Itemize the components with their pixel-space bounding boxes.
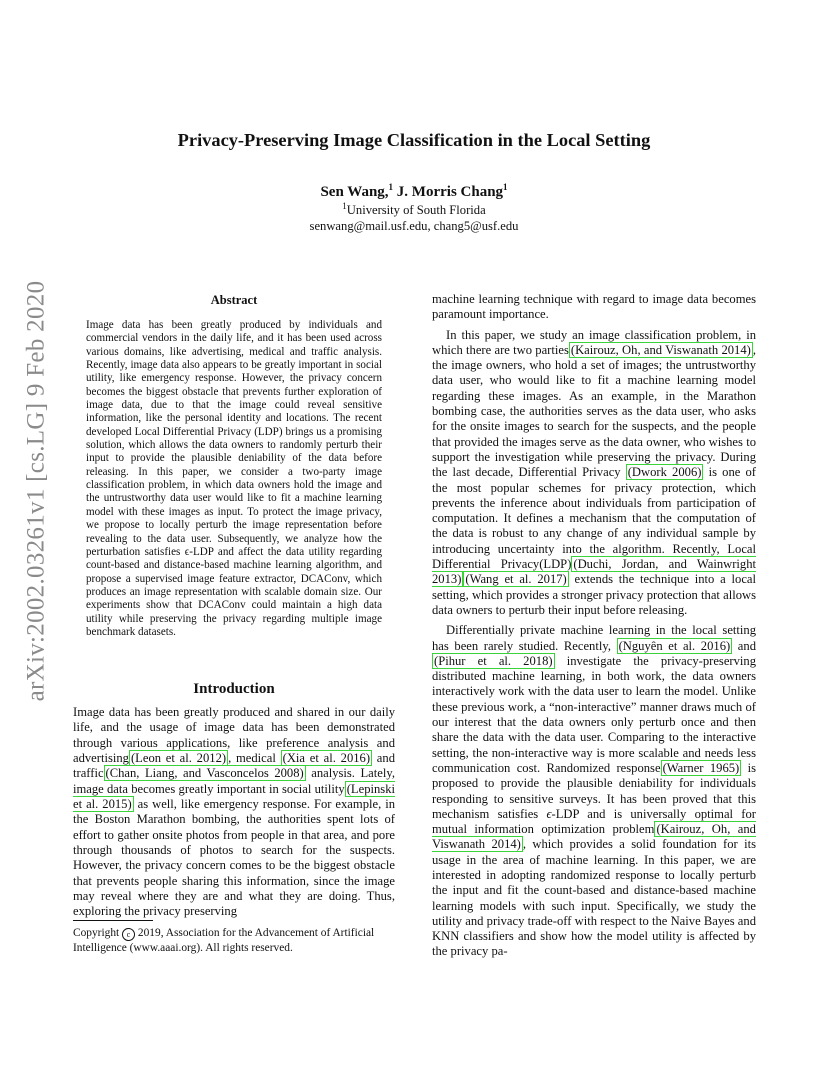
body-text: -LDP and is universally optimal for mutual information optimization problem bbox=[432, 806, 756, 837]
abstract-body: Image data has been greatly produced by individuals and commercial vendors in the daily life, and it has been used across various domains, like advertising, medical and traffic analysis. Recently, image data also appears to be greatly important in social utility, like emergency response. However, the privacy concern becomes the biggest obstacle that prevents further exploration of image data, due to that the image could reveal sensitive information, like the personal identity and locations. The recent developed Local Differential Privacy (LDP) brings us a promising solution, which allows the data owners to randomly perturb their input to provide the plausible deniability of the data before releasing. In this paper, we consider a two-party image classification problem, in which data owners hold the image and the untrustworthy data user would like to fit a machine learning model with these images as input. To protect the image privacy, we propose to locally perturb the image representation before revealing to the data user. Subsequently, we analyze how the perturbation satisfies ϵ-LDP and affect the data utility regarding count-based and distance-based machine learning algorithm, and propose a supervised image feature extractor, DCAConv, which produces an image representation with scalable domain size. Our experiments show that DCAConv could maintain a high data utility while preserving the privacy regarding multiple image benchmark datasets. bbox=[86, 319, 382, 638]
intro-text: , medical bbox=[228, 751, 281, 766]
right-paragraph-1 bbox=[432, 328, 756, 619]
citation-link[interactable]: (Duchi, Jordan, and Wainwright 2013) bbox=[432, 557, 757, 587]
copyright-icon: c bbox=[122, 928, 135, 941]
citation-link[interactable]: (Lepinski et al. 2015) bbox=[73, 781, 395, 812]
epsilon-symbol: ϵ bbox=[546, 806, 552, 821]
citation-link[interactable]: (Kairouz, Oh, and Viswanath 2014) bbox=[570, 342, 751, 357]
author-2-affil-mark: 1 bbox=[503, 182, 508, 192]
right-paragraph-2 bbox=[432, 623, 756, 960]
body-text: investigate the privacy-preserving distributed machine learning, in both work, the data owners interactively work with the data user to learn the model. Unlike these previous work, a “non-interactive” manner draws much of our interest that the data owners only perturb once and then share the data with the data user. Comparing to the interactive setting, the non-interactive way is more scalable and needs less communication cost. Randomized response bbox=[432, 653, 757, 775]
intro-text: as well, like emergency response. For example, in the Boston Marathon bombing, the authorities spent lots of effort to gather onsite photos from people in that area, and pore through thousands of photos to search for the suspects. However, the privacy concern comes to be the biggest obstacle that prevents people sharing this information, since the image may reveal where they are and what they are doing. Thus, exploring the privacy preserving bbox=[73, 797, 396, 919]
footnote-divider bbox=[73, 920, 153, 921]
body-text: , which provides a solid foundation for its usage in the area of machine learning. In this paper, we are interested in adopting randomized response to locally perturb the input and fit the count-based and distance-based machine learning models with such input. Specifically, we study the utility and privacy trade-off with respect to the Naive Bayes and KNN classifiers and show how the model utility is affected by the privacy pa- bbox=[432, 837, 756, 959]
introduction-paragraph bbox=[73, 705, 395, 920]
author-line bbox=[0, 184, 828, 201]
body-text: Differentially private machine learning in the local setting has been rarely studied. Recently, bbox=[432, 623, 756, 653]
copyright-prefix: Copyright bbox=[73, 927, 120, 939]
body-text: extends the technique into a local setting, which provides a stronger privacy protection that allows data owners to perturb their input before releasing. bbox=[432, 572, 756, 617]
body-text: In this paper, we study an image classification problem, in which there are two parties bbox=[432, 327, 756, 357]
introduction-heading: Introduction bbox=[193, 681, 275, 697]
intro-text: analysis. Lately, image data becomes greatly important in social utility bbox=[73, 766, 395, 796]
body-text: is one of the most popular schemes for privacy protection, which prevents the inference about individuals from participation of computation. It defines a mechanism that the computation of the data is robust to any change of any individual sample by introducing uncertainty into the algorithm. Recently, Local Differential Privacy(LDP) bbox=[432, 465, 756, 572]
right-column bbox=[432, 292, 756, 960]
intro-text: and traffic bbox=[73, 751, 395, 781]
body-text: is proposed to provide the plausible deniability for individuals responding to sensitive surveys. It has been proved that this mechanism satisfies bbox=[432, 760, 756, 821]
arxiv-stamp-text: arXiv:2002.03261v1 [cs.LG] 9 Feb 2020 bbox=[22, 280, 49, 702]
right-paragraph-0: machine learning technique with regard to image data becomes paramount importance. bbox=[432, 292, 756, 322]
paper-title: Privacy-Preserving Image Classification in the Local Setting bbox=[177, 130, 651, 150]
author-1: Sen Wang, bbox=[320, 184, 389, 200]
citation-link[interactable]: (Dwork 2006) bbox=[627, 465, 702, 480]
citation-link[interactable]: (Pihur et al. 2018) bbox=[434, 653, 553, 668]
abstract-section bbox=[73, 293, 395, 639]
citation-link[interactable]: (Chan, Liang, and Vasconcelos 2008) bbox=[105, 766, 304, 781]
citation-link[interactable]: (Nguyên et al. 2016) bbox=[618, 638, 731, 653]
abstract-heading: Abstract bbox=[210, 293, 258, 307]
author-2: J. Morris Chang bbox=[396, 184, 504, 200]
author-emails: senwang@mail.usf.edu, chang5@usf.edu bbox=[309, 219, 519, 233]
citation-link[interactable]: (Kairouz, Oh, and Viswanath 2014) bbox=[432, 822, 756, 852]
citation-link[interactable]: (Leon et al. 2012) bbox=[130, 751, 227, 766]
intro-text: Image data has been greatly produced and shared in our daily life, and the usage of image data has been demonstrated through various applications, like preference analysis and advertising bbox=[73, 705, 395, 766]
citation-link[interactable]: (Wang et al. 2017) bbox=[465, 572, 567, 587]
arxiv-stamp bbox=[16, 280, 56, 702]
body-text: and bbox=[732, 638, 756, 653]
affiliation-name: University of South Florida bbox=[346, 203, 486, 217]
affiliation bbox=[0, 200, 828, 218]
author-1-affil-mark: 1 bbox=[388, 182, 394, 192]
copyright-footnote bbox=[73, 926, 397, 956]
affiliation-mark: 1 bbox=[342, 200, 347, 211]
copyright-text: 2019, Association for the Advancement of Artificial Intelligence (www.aaai.org). All rights reserved. bbox=[73, 927, 375, 954]
citation-link[interactable]: (Xia et al. 2016) bbox=[282, 751, 371, 766]
body-text: , the image owners, who hold a set of images; the untrustworthy data user, who would like to fit a machine learning model regarding these images. As an example, in the Marathon bombing case, the authorities serves as the data user, who asks for the onsite images to search for the suspects, and the people that provided the images serve as the data owner, who wishes to support the investigation while preserving the privacy. During the last decade, Differential Privacy bbox=[432, 342, 757, 480]
citation-link[interactable]: (Warner 1965) bbox=[662, 760, 740, 775]
